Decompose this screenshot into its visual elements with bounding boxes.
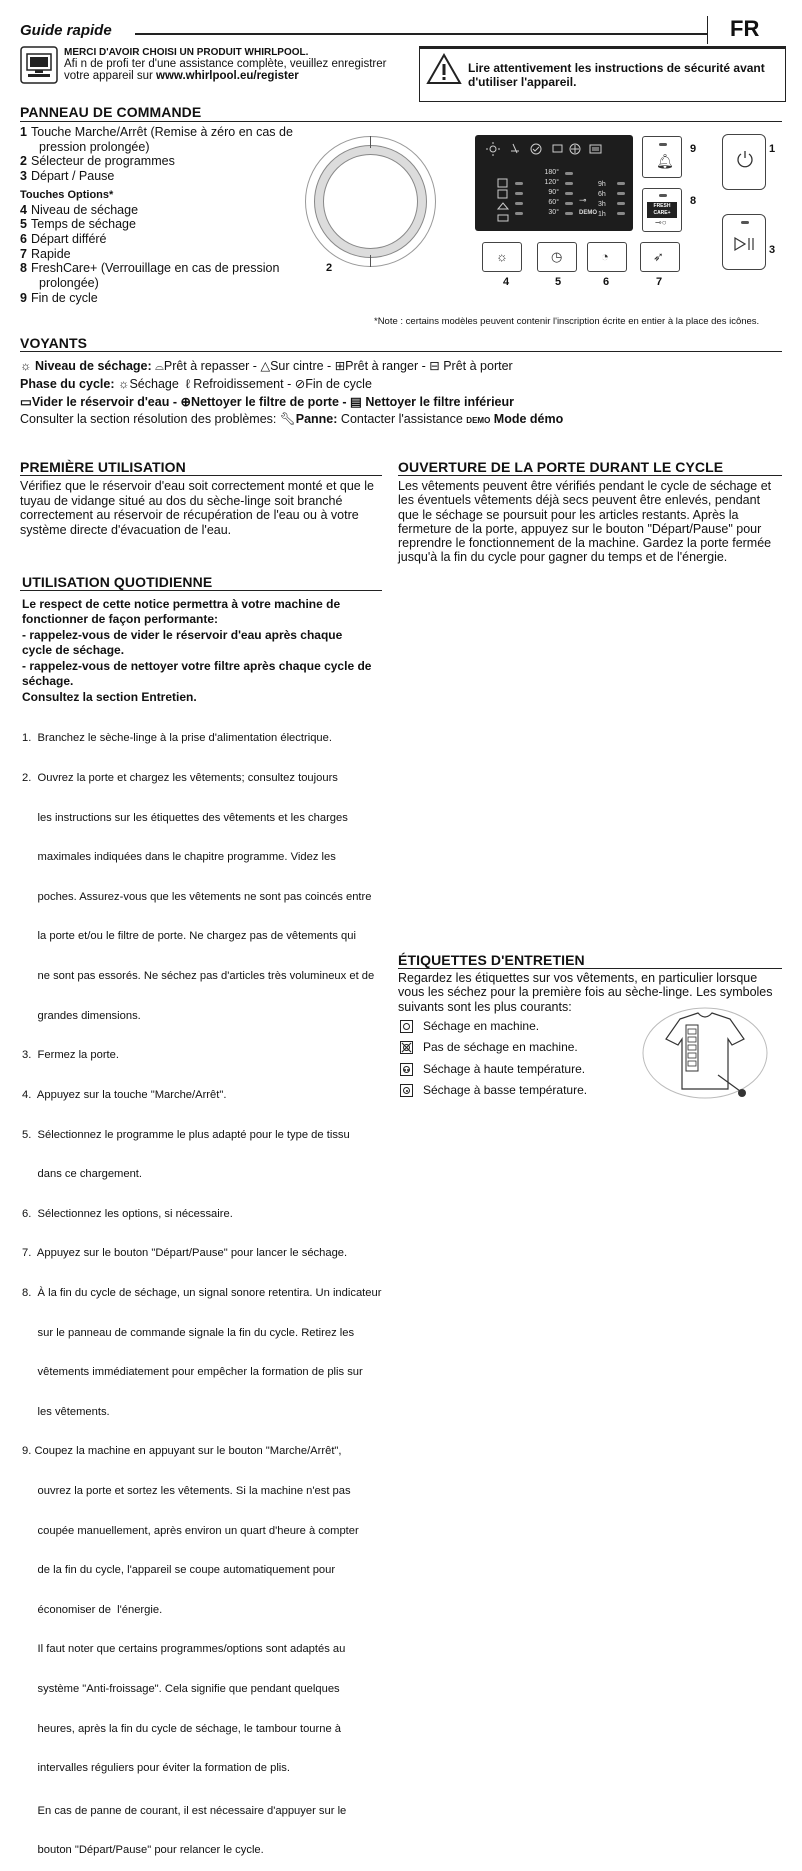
temp-120: 120° [544, 179, 559, 186]
lock-key-icon: ⊸○ [655, 218, 667, 227]
panel-note: *Note : certains modèles peuvent contenir l'inscription écrite en entier à la place des icônes. [374, 316, 760, 327]
wrench-icon: 🔧︎ [279, 412, 296, 426]
sun-icon: ☼ [496, 249, 508, 264]
temp-180: 180° [544, 169, 559, 176]
header-lang-divider [707, 16, 708, 44]
hour-9h: 9h [598, 181, 606, 188]
header-rule [135, 33, 707, 35]
hour-3h: 3h [598, 201, 606, 208]
care-symbol-high-temp: Séchage à haute température. [400, 1060, 585, 1078]
warning-line2: d'utiliser l'appareil. [468, 75, 577, 89]
voyants-rule [20, 351, 782, 352]
display-demo: DEMO [579, 210, 597, 216]
tumble-dry-icon [400, 1020, 413, 1033]
wardrobe-icon: ⊟ [429, 359, 440, 373]
care-symbol-machine-dry: Séchage en machine. [400, 1017, 539, 1035]
label-5: 5 [555, 276, 562, 288]
panneau-item-3: 3 Départ / Pause [20, 169, 115, 184]
no-tumble-dry-icon [400, 1041, 413, 1054]
etiquettes-rule [398, 968, 782, 969]
display-icon-row [475, 139, 633, 159]
ouverture-text: Les vêtements peuvent être vérifiés pendant le cycle de séchage et les éventuels vêtements déjà secs peuvent être enlevés, pendant que le séchage se poursuit pour les articles restants. Après la fermeture de la porte, appuyez sur le bouton "Départ/Pause" pour reprendre le fonctionnement de la machine. Gardez la porte fermée jusqu'à la fin du cycle pour gagner du temps et de l'énergie. [398, 479, 772, 565]
runner-icon: ➶ [653, 249, 664, 264]
low-temp-dry-icon [400, 1084, 413, 1097]
option-item-9: 9 Fin de cycle [20, 290, 98, 305]
cupboard-icon: ⊞ [334, 359, 346, 373]
etiquettes-text: Regardez les étiquettes sur vos vêtements, en particulier lorsque vous les séchez pour la première fois au sèche-linge. Les symboles suivants sont les plus courants: [398, 971, 773, 1014]
display-level-column [497, 175, 509, 229]
control-display [475, 135, 633, 231]
power-button[interactable] [722, 134, 766, 190]
quotidienne-bold: Le respect de cette notice permettra à votre machine de fonctionner de façon performante: - rappelez-vous de vider le réservoir d'eau après chaque cycle de séchage. - rappelez-vous de nettoyer votre filtre après chaque cycle de séchage. Consultez la section Entretien. [22, 597, 372, 704]
hour-6h: 6h [598, 191, 606, 198]
key-icon: ⊸ [579, 195, 587, 205]
start-pause-button[interactable] [722, 214, 766, 270]
quotidienne-rule [20, 590, 382, 591]
temp-30: 30° [548, 209, 559, 216]
freshcare-label: FRESH CARE+ [647, 202, 677, 218]
temp-60: 60° [548, 199, 559, 206]
voyants-line3: ▭Vider le réservoir d'eau - ⊕Nettoyer le filtre de porte - ▤ Nettoyer le filtre inférieur [20, 395, 514, 409]
panneau-item-1b: pression prolongée) [39, 139, 150, 154]
thanks-prefix: votre appareil sur [64, 70, 157, 82]
bell-icon: 🔔︎ [656, 153, 674, 169]
label-1: 1 [769, 143, 776, 155]
freshcare-button[interactable] [642, 188, 682, 232]
dryness-level-button[interactable] [482, 242, 522, 272]
door-filter-icon: ⊕ [180, 395, 191, 409]
timer-icon: ◷ [551, 249, 563, 264]
display-hours [598, 180, 606, 220]
care-symbol-low-temp: Séchage à basse température. [400, 1081, 587, 1099]
care-symbol-no-machine-dry: Pas de séchage en machine. [400, 1038, 578, 1056]
display-temps [537, 168, 559, 218]
premiere-text: Vérifiez que le réservoir d'eau soit correctement monté et que le tuyau de vidange situé au dos du sèche-linge soit branché correctement au réservoir de récupération de l'eau ou à votre système directe d'évacuation de l'eau. [20, 479, 374, 537]
option-item-4: 4 Niveau de séchage [20, 202, 139, 217]
drying-sun-icon: ☼ [117, 377, 130, 391]
label-8: 8 [690, 195, 697, 207]
high-temp-dry-icon [400, 1063, 413, 1076]
panneau-rule [20, 121, 782, 122]
hour-1h: 1h [598, 211, 606, 218]
voyants-line1: ☼ Niveau de séchage: ⌓Prêt à repasser - △Sur cintre - ⊞Prêt à ranger - ⊟ Prêt à porter [20, 359, 513, 373]
warning-triangle-icon [426, 53, 462, 88]
voyants-line2: Phase du cycle: ☼Séchage ℓ Refroidissement - ⊘Fin de cycle [20, 377, 372, 391]
dryness-sun-icon: ☼ [20, 359, 32, 373]
option-item-8b: prolongée) [39, 276, 99, 291]
panneau-item-1: 1 Touche Marche/Arrêt (Remise à zéro en cas de [20, 125, 293, 139]
label-6: 6 [603, 276, 610, 288]
language-code: FR [730, 16, 760, 41]
temp-90: 90° [548, 189, 559, 196]
label-7: 7 [656, 276, 663, 288]
option-item-8: 8 FreshCare+ (Verrouillage en cas de pression [20, 261, 280, 276]
label-4: 4 [503, 276, 510, 288]
thanks-line3 [64, 70, 299, 82]
option-item-6: 6 Départ différé [20, 231, 107, 246]
option-item-7: 7 Rapide [20, 246, 71, 261]
hanger-icon: △ [260, 359, 271, 373]
label-3: 3 [769, 244, 776, 256]
thanks-line2: Afi n de profi ter d'une assistance complète, veuillez enregistrer [64, 58, 387, 70]
section-title-panneau: PANNEAU DE COMMANDE [20, 104, 202, 120]
quotidienne-steps: 1. Branchez le sèche-linge à la prise d'alimentation électrique. 2. Ouvrez la porte et chargez les vêtements; consultez toujours les instructions sur les étiquettes des vêtements et les charges maximales indiquées dans le chapitre programme. Videz les poches. Assurez-vous que les vêtements ne sont pas coincés entre la porte et/ou le filtre de porte. Ne chargez pas de vêtements qui ne sont pas essorés. Ne séchez pas d'articles très volumineux et de grandes dimensions. 3. Fermez la porte. 4. Appuyez sur la touche "Marche/Arrêt". 5. Sélectionnez le programme le plus adapté pour le type de tissu dans ce chargement. 6. Sélectionnez les options, si nécessaire. 7. Appuyez sur le bouton "Départ/Pause" pour lancer le séchage. 8. À la fin du cycle de séchage, un signal sonore retentira. Un indicateur sur le panneau de commande signale la fin du cycle. Retirez les vêtements immédiatement pour empêcher la formation de plis sur les vêtements. 9. Coupez la machine en appuyant sur le bouton "Marche/Arrêt", ouvrez la porte et sortez les vêtements. Si la machine n'est pas coupée manuellement, après environ un quart d'heure à compter de la fin du cycle, l'appareil se coupe automatiquement pour économiser de l'énergie. Il faut noter que certains programmes/options sont adaptés au système "Anti-froissage". Cela signifie que pendant quelques heures, après la fin du cycle de séchage, le tambour tourne à intervalles réguliers pour éviter la formation de plis. En cas de panne de courant, il est nécessaire d'appuyer sur le bouton "Départ/Pause" pour relancer le cycle. [22, 732, 382, 1857]
program-selector-knob[interactable] [303, 134, 438, 269]
tshirt-care-label-icon [640, 1005, 770, 1100]
option-item-5: 5 Temps de séchage [20, 217, 136, 232]
section-title-ouverture: OUVERTURE DE LA PORTE DURANT LE CYCLE [398, 459, 724, 475]
play-pause-icon [733, 237, 757, 254]
section-title-quotidienne: UTILISATION QUOTIDIENNE [22, 574, 213, 590]
lower-filter-icon: ▤ [350, 395, 362, 409]
options-title: Touches Options* [20, 188, 114, 201]
cycle-end-check-icon: ⊘ [294, 377, 306, 391]
label-9: 9 [690, 143, 697, 155]
guide-title: Guide rapide [20, 22, 112, 39]
voyants-line4: Consulter la section résolution des problèmes: 🔧︎Panne: Contacter l'assistance DEMO Mode démo [20, 412, 564, 426]
label-2: 2 [326, 262, 333, 274]
computer-icon [20, 46, 58, 84]
panneau-list [20, 125, 293, 305]
thanks-title: MERCI D'AVOIR CHOISI UN PRODUIT WHIRLPOOL. [64, 47, 309, 58]
water-tank-icon: ▭ [20, 395, 32, 409]
drying-time-button[interactable] [537, 242, 577, 272]
section-title-voyants: VOYANTS [20, 335, 88, 351]
warning-line1: Lire attentivement les instructions de sécurité avant [468, 61, 765, 75]
premiere-rule [20, 475, 382, 476]
register-link[interactable]: www.whirlpool.eu/register [156, 70, 299, 82]
iron-icon: ⌓ [155, 361, 164, 373]
demo-badge: DEMO [466, 416, 491, 425]
section-title-etiquettes: ÉTIQUETTES D'ENTRETIEN [398, 952, 585, 968]
power-icon [735, 149, 755, 172]
clock-icon: ◔ [601, 249, 609, 264]
safety-warning-box [419, 46, 786, 102]
section-title-premiere: PREMIÈRE UTILISATION [20, 459, 186, 475]
cooling-icon: ℓ [185, 377, 190, 391]
panneau-item-2: 2 Sélecteur de programmes [20, 154, 175, 169]
end-of-cycle-button[interactable] [642, 136, 682, 178]
delay-start-button[interactable] [587, 242, 627, 272]
ouverture-rule [398, 475, 782, 476]
quick-button[interactable] [640, 242, 680, 272]
